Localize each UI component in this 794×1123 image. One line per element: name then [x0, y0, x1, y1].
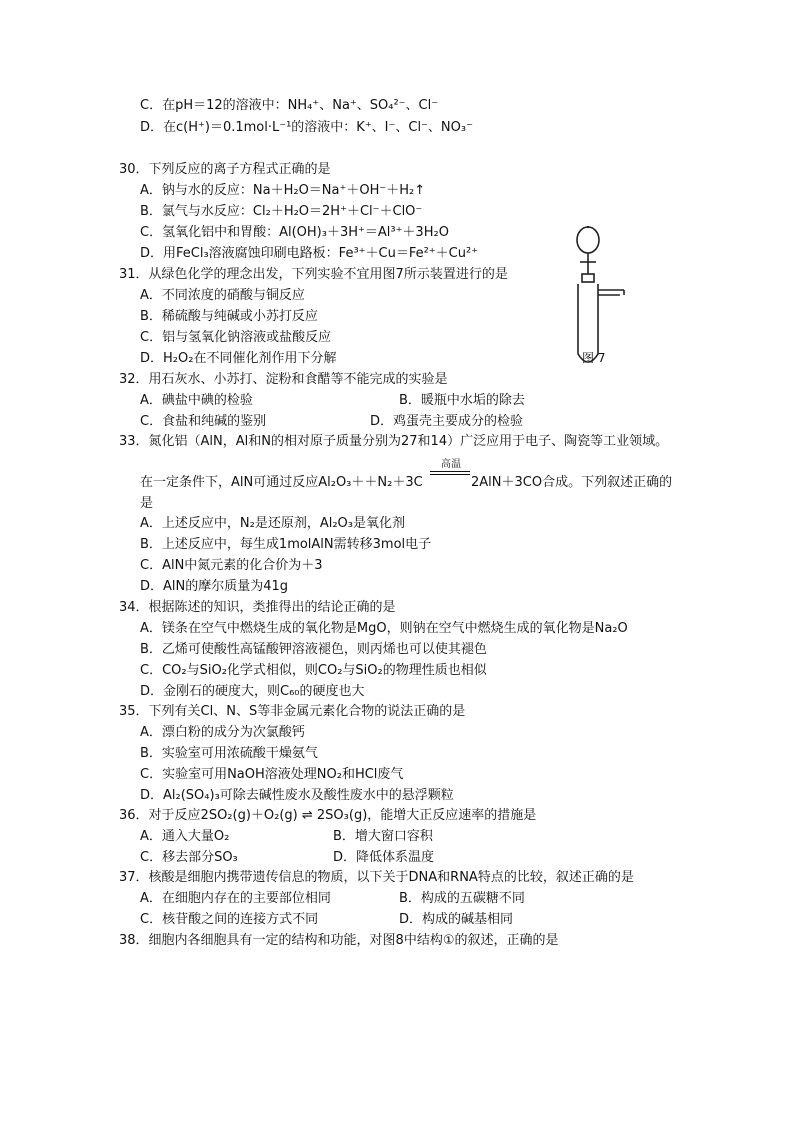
- q33-option-c: C．AlN中氮元素的化合价为＋3: [140, 558, 323, 573]
- reaction-condition: 高温: [441, 459, 461, 470]
- question-32: 32．用石灰水、小苏打、淀粉和食醋等不能完成的实验是: [119, 372, 448, 387]
- q37-option-c: C．核苷酸之间的连接方式不同: [140, 912, 319, 927]
- q32-option-d: D．鸡蛋壳主要成分的检验: [370, 414, 524, 429]
- reaction-arrow-top: [430, 471, 470, 472]
- q35-option-d: D．Al₂(SO₄)₃可除去碱性废水及酸性废水中的悬浮颗粒: [140, 788, 454, 803]
- q33-stem-pre: 在一定条件下，AlN可通过反应Al₂O₃＋＋N₂＋3C: [140, 475, 423, 490]
- q32-option-a: A．碘盐中碘的检验: [140, 393, 253, 408]
- figure-7-label: 图 7: [582, 351, 606, 365]
- q33-option-a: A．上述反应中，N₂是还原剂，Al₂O₃是氧化剂: [140, 516, 405, 531]
- q31-option-d: D．H₂O₂在不同催化剂作用下分解: [140, 351, 337, 366]
- q29-option-d: D．在c(H⁺)＝0.1mol·L⁻¹的溶液中：K⁺、I⁻、Cl⁻、NO₃⁻: [140, 120, 473, 135]
- question-37: 37．核酸是细胞内携带遗传信息的物质，以下关于DNA和RNA特点的比较，叙述正确的是: [119, 870, 634, 885]
- q34-option-c: C．CO₂与SiO₂化学式相似，则CO₂与SiO₂的物理性质也相似: [140, 663, 487, 678]
- q30-option-c: C．氢氧化铝中和胃酸：Al(OH)₃＋3H⁺＝Al³⁺＋3H₂O: [140, 225, 449, 240]
- reaction-arrow-bottom: [430, 474, 470, 475]
- q35-option-a: A．漂白粉的成分为次氯酸钙: [140, 725, 305, 740]
- q30-option-a: A．钠与水的反应：Na＋H₂O＝Na⁺＋OH⁻＋H₂↑: [140, 183, 426, 198]
- q30-option-b: B．氯气与水反应：Cl₂＋H₂O＝2H⁺＋Cl⁻＋ClO⁻: [140, 204, 423, 219]
- q32-option-b: B．暖瓶中水垢的除去: [399, 393, 525, 408]
- q33-stem-post: 2AlN＋3CO合成。下列叙述正确的: [471, 475, 673, 490]
- question-34: 34．根据陈述的知识，类推得出的结论正确的是: [119, 600, 396, 615]
- q34-option-b: B．乙烯可使酸性高锰酸钾溶液褪色，则丙烯也可以使其褪色: [140, 642, 487, 657]
- q29-option-c: C．在pH＝12的溶液中：NH₄⁺、Na⁺、SO₄²⁻、Cl⁻: [140, 98, 439, 113]
- q37-option-a: A．在细胞内存在的主要部位相同: [140, 891, 331, 906]
- q34-option-a: A．镁条在空气中燃烧生成的氧化物是MgO，则钠在空气中燃烧生成的氧化物是Na₂O: [140, 621, 628, 636]
- q34-option-d: D．金刚石的硬度大，则C₆₀的硬度也大: [140, 684, 365, 699]
- question-33: 33．氮化铝（AlN，Al和N的相对原子质量分别为27和14）广泛应用于电子、陶瓷等工业领域。: [119, 434, 669, 449]
- question-31: 31．从绿色化学的理念出发，下列实验不宜用图7所示装置进行的是: [119, 267, 508, 282]
- figure-7-apparatus: [560, 222, 660, 372]
- q31-option-a: A．不同浓度的硝酸与铜反应: [140, 288, 305, 303]
- question-36: 36．对于反应2SO₂(g)＋O₂(g) ⇌ 2SO₃(g)，能增大正反应速率的措施是: [119, 808, 537, 823]
- q31-option-c: C．铝与氢氧化钠溶液或盐酸反应: [140, 330, 332, 345]
- q36-option-a: A．通入大量O₂: [140, 829, 230, 844]
- question-35: 35．下列有关Cl、N、S等非金属元素化合物的说法正确的是: [119, 704, 466, 719]
- question-38: 38．细胞内各细胞具有一定的结构和功能，对图8中结构①的叙述，正确的是: [119, 933, 559, 948]
- q32-option-c: C．食盐和纯碱的鉴别: [140, 414, 267, 429]
- q33-option-b: B．上述反应中，每生成1molAlN需转移3mol电子: [140, 537, 432, 552]
- q35-option-c: C．实验室可用NaOH溶液处理NO₂和HCl废气: [140, 767, 404, 782]
- question-30: 30．下列反应的离子方程式正确的是: [119, 162, 331, 177]
- q36-option-d: D．降低体系温度: [333, 850, 435, 865]
- q35-option-b: B．实验室可用浓硫酸干燥氨气: [140, 746, 318, 761]
- q33-option-d: D．AlN的摩尔质量为41g: [140, 579, 289, 594]
- q36-option-c: C．移去部分SO₃: [140, 850, 238, 865]
- q37-option-d: D．构成的碱基相同: [399, 912, 514, 927]
- q31-option-b: B．稀硫酸与纯碱或小苏打反应: [140, 309, 318, 324]
- q33-stem-end: 是: [140, 496, 154, 511]
- q30-option-d: D．用FeCl₃溶液腐蚀印刷电路板：Fe³⁺＋Cu＝Fe²⁺＋Cu²⁺: [140, 246, 479, 261]
- q36-option-b: B．增大窗口容积: [333, 829, 433, 844]
- q37-option-b: B．构成的五碳糖不同: [399, 891, 525, 906]
